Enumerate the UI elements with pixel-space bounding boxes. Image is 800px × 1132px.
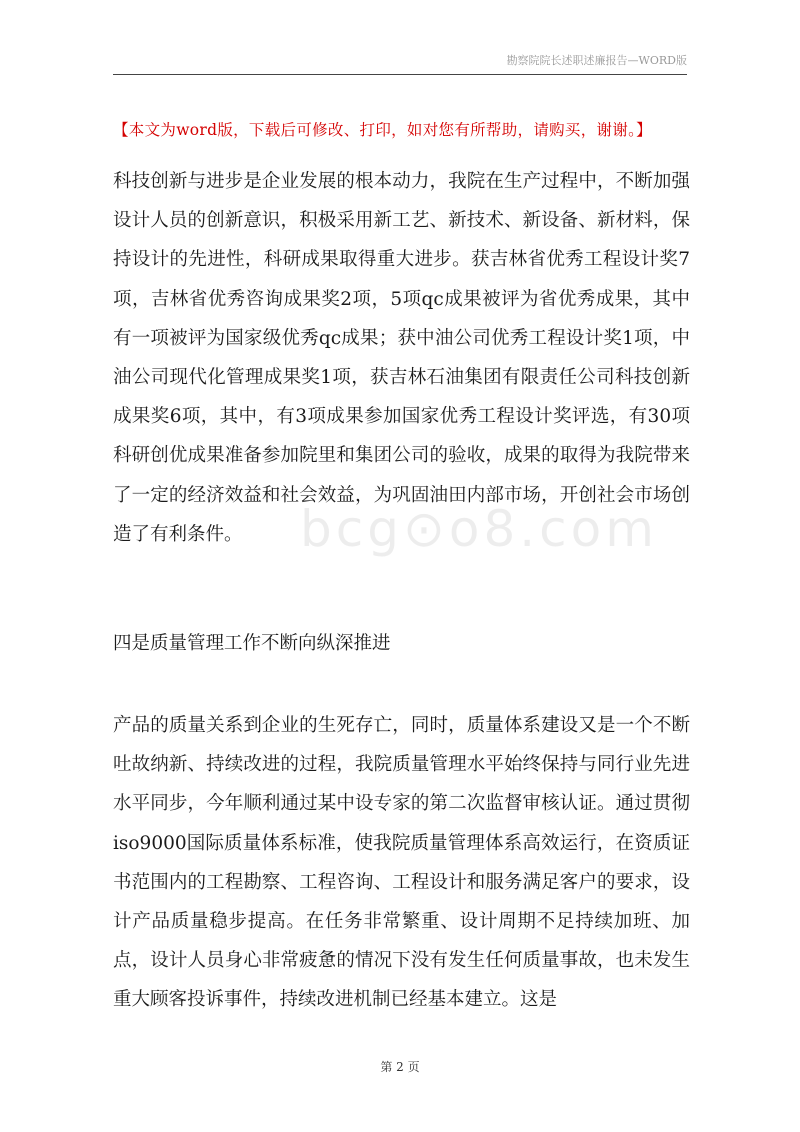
paragraph-tech-innovation: 科技创新与进步是企业发展的根本动力，我院在生产过程中，不断加强设计人员的创新意识，积极采用新工艺、新技术、新设备、新材料，保持设计的先进性，科研成果取得重大进步。获吉林省优秀工程设计奖7项，吉林省优秀咨询成果奖2项，5项qc成果被评为省优秀成果，其中有一项被评为国家级优秀qc成果；获中油公司优秀工程设计奖1项，中油公司现代化管理成果奖1项，获吉林石油集团有限责任公司科技创新成果奖6项，其中，有3项成果参加国家优秀工程设计奖评选，有30项科研创优成果准备参加院里和集团公司的验收，成果的取得为我院带来了一定的经济效益和社会效益，为巩固油田内部市场，开创社会市场创造了有利条件。	[113, 171, 690, 545]
download-notice: 【本文为word版，下载后可修改、打印，如对您有所帮助，请购买，谢谢。】	[113, 121, 652, 139]
header-title: 勘察院院长述职述廉报告—WORD版	[506, 54, 687, 67]
page-header	[113, 52, 687, 75]
page-footer	[0, 1058, 800, 1075]
section-heading-quality: 四是质量管理工作不断向纵深推进	[113, 633, 391, 654]
page-number: 第 2 页	[380, 1060, 420, 1074]
paragraph-quality-management: 产品的质量关系到企业的生死存亡，同时，质量体系建设又是一个不断吐故纳新、持续改进的过程，我院质量管理水平始终保持与同行业先进水平同步，今年顺利通过某中设专家的第二次监督审核认证。通过贯彻iso9000国际质量体系标准，使我院质量管理体系高效运行，在资质证书范围内的工程勘察、工程咨询、工程设计和服务满足客户的要求，设计产品质量稳步提高。在任务非常繁重、设计周期不足持续加班、加点，设计人员身心非常疲惫的情况下没有发生任何质量事故，也未发生重大顾客投诉事件，持续改进机制已经基本建立。这是	[113, 715, 690, 1011]
watermark: bcg⊙o8.com	[300, 500, 658, 558]
